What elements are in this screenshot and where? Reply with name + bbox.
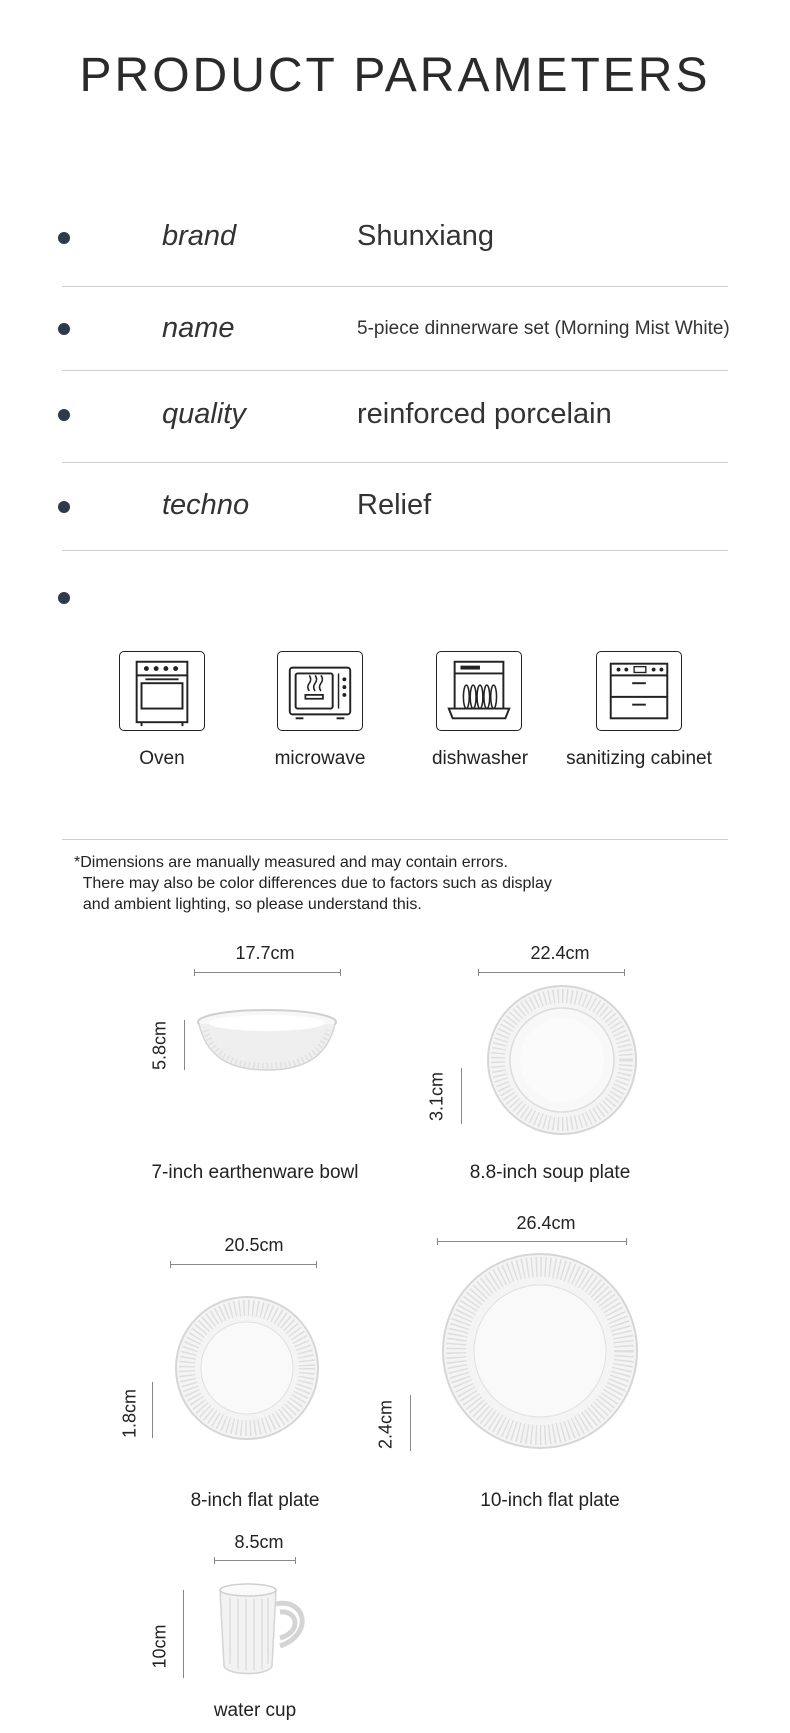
divider: [62, 370, 728, 371]
param-value-name: 5-piece dinnerware set (Morning Mist White): [357, 318, 730, 339]
param-label-technique: techno: [162, 489, 250, 521]
param-label-name: name: [162, 312, 235, 344]
product-name: 10-inch flat plate: [480, 1490, 620, 1511]
height-dimension-line: [183, 1590, 184, 1678]
product-name: 8-inch flat plate: [190, 1490, 320, 1511]
param-value-brand: Shunxiang: [357, 220, 495, 252]
divider: [62, 462, 728, 463]
appliance-label-oven: Oven: [139, 748, 185, 769]
height-label: 1.8cm: [119, 1388, 140, 1439]
height-label: 3.1cm: [426, 1071, 447, 1122]
param-label-brand: brand: [162, 220, 237, 252]
bowl-image: [196, 1008, 338, 1074]
width-dimension-line: [437, 1241, 627, 1242]
flat-plate-10-image: [441, 1252, 639, 1450]
divider: [62, 839, 728, 840]
bullet-technique: [58, 501, 70, 513]
divider: [62, 550, 728, 551]
param-value-quality: reinforced porcelain: [357, 398, 612, 430]
product-name: water cup: [213, 1700, 297, 1721]
param-label-quality: quality: [162, 398, 246, 430]
bullet-quality: [58, 409, 70, 421]
oven-icon: [119, 651, 205, 731]
height-dimension-line: [152, 1382, 153, 1438]
dishwasher-icon: [436, 651, 522, 731]
flat-plate-8-image: [174, 1295, 320, 1441]
width-dimension-line: [194, 972, 341, 973]
divider: [62, 286, 728, 287]
param-value-technique: Relief: [357, 489, 432, 521]
appliance-label-sanitizing-cabinet: sanitizing cabinet: [566, 748, 712, 769]
width-label: 26.4cm: [516, 1213, 576, 1233]
bullet-name: [58, 323, 70, 335]
height-dimension-line: [461, 1068, 462, 1124]
width-label: 22.4cm: [530, 943, 590, 963]
product-name: 7-inch earthenware bowl: [151, 1162, 359, 1183]
height-label: 10cm: [149, 1624, 170, 1669]
width-label: 20.5cm: [224, 1235, 284, 1255]
width-label: 8.5cm: [234, 1532, 284, 1552]
microwave-icon: [277, 651, 363, 731]
bullet-brand: [58, 232, 70, 244]
soup-plate-image: [486, 984, 638, 1136]
height-label: 2.4cm: [375, 1399, 396, 1450]
width-dimension-line: [478, 972, 625, 973]
height-label: 5.8cm: [149, 1020, 170, 1071]
height-dimension-line: [410, 1395, 411, 1451]
width-label: 17.7cm: [235, 943, 295, 963]
appliance-label-dishwasher: dishwasher: [431, 748, 529, 769]
sanitizing-cabinet-icon: [596, 651, 682, 731]
disclaimer-note: *Dimensions are manually measured and may contain errors. There may also be color differences due to factors such as display and ambient lighting, so please understand this.: [74, 854, 552, 913]
height-dimension-line: [184, 1020, 185, 1070]
width-dimension-line: [170, 1264, 317, 1265]
water-cup-image: [214, 1582, 320, 1682]
product-name: 8.8-inch soup plate: [469, 1162, 631, 1183]
appliance-label-microwave: microwave: [274, 748, 366, 769]
page-title: PRODUCT PARAMETERS: [79, 49, 711, 102]
width-dimension-line: [214, 1560, 296, 1561]
bullet-usage: [58, 592, 70, 604]
